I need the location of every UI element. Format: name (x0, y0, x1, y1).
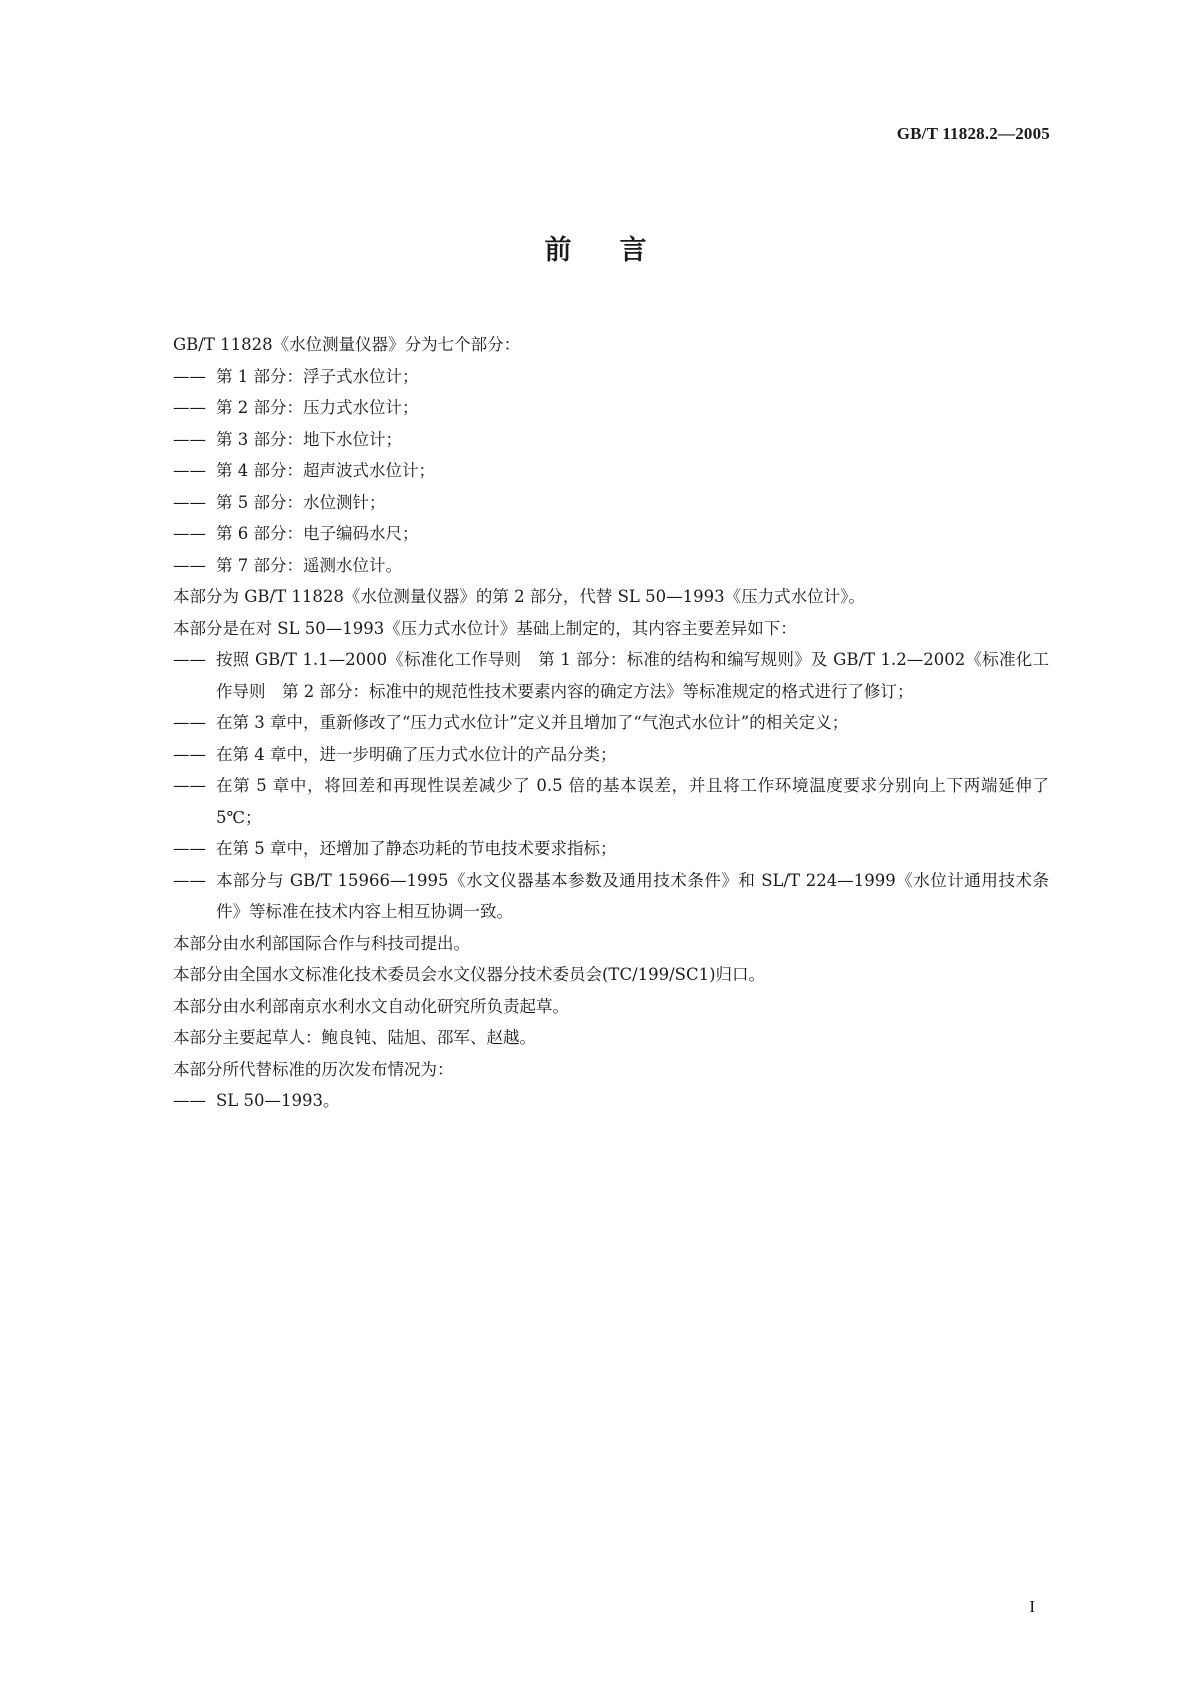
dash-marker: —— (173, 366, 206, 386)
dash-marker: —— (173, 492, 206, 512)
parts-list (173, 361, 1049, 582)
list-item: —— 第 5 部分：水位测针； (173, 487, 1049, 519)
list-item: —— SL 50—1993。 (173, 1085, 1049, 1117)
page-title: 前言 (544, 235, 695, 266)
list-item: —— 在第 4 章中，进一步明确了压力式水位计的产品分类； (173, 739, 1049, 771)
dash-marker: —— (173, 429, 206, 449)
dash-marker: —— (173, 398, 206, 417)
dash-marker: —— (173, 870, 206, 890)
page-number: I (1029, 1597, 1035, 1616)
drafted-by: 本部分由水利部南京水利水文自动化研究所负责起草。 (173, 996, 569, 1016)
dash-marker: —— (173, 461, 206, 480)
list-item: —— 在第 5 章中，将回差和再现性误差减少了 0.5 倍的基本误差，并且将工作环境温度要求分别向上下两端延伸了 5℃； (173, 770, 1049, 833)
intro-paragraph: GB/T 11828《水位测量仪器》分为七个部分： (173, 335, 521, 354)
history-intro: 本部分所代替标准的历次发布情况为： (173, 1059, 454, 1079)
list-item: —— 第 1 部分：浮子式水位计； (173, 361, 1049, 393)
list-item: —— 在第 3 章中，重新修改了“压力式水位计”定义并且增加了“气泡式水位计”的相关定义； (173, 707, 1049, 739)
dash-marker: —— (173, 744, 206, 764)
list-item: —— 第 4 部分：超声波式水位计； (173, 455, 1049, 487)
replaces-statement: 本部分为 GB/T 11828《水位测量仪器》的第 2 部分，代替 SL 50—1993《压力式水位计》。 (173, 587, 865, 606)
list-item: —— 第 7 部分：遥测水位计。 (173, 550, 1049, 582)
list-item: —— 在第 5 章中，还增加了静态功耗的节电技术要求指标； (173, 833, 1049, 865)
list-item: —— 本部分与 GB/T 15966—1995《水文仪器基本参数及通用技术条件》和 SL/T 224—1999《水位计通用技术条件》等标准在技术内容上相互协调一致。 (173, 865, 1049, 928)
list-item: —— 第 2 部分：压力式水位计； (173, 392, 1049, 424)
list-item: —— 第 6 部分：电子编码水尺； (173, 518, 1049, 550)
document-code: GB/T 11828.2—2005 (896, 124, 1050, 143)
differences-list (173, 644, 1049, 928)
centralized-by: 本部分由全国水文标准化技术委员会水文仪器分技术委员会(TC/199/SC1)归口。 (173, 965, 766, 984)
foreword-body (173, 329, 1049, 1117)
dash-marker: —— (173, 1091, 206, 1110)
history-list (173, 1085, 1049, 1117)
differences-intro: 本部分是在对 SL 50—1993《压力式水位计》基础上制定的，其内容主要差异如下： (173, 618, 797, 638)
drafters: 本部分主要起草人：鲍良钝、陆旭、邵军、赵越。 (173, 1028, 536, 1047)
dash-marker: —— (173, 839, 206, 858)
dash-marker: —— (173, 713, 206, 732)
dash-marker: —— (173, 776, 206, 795)
dash-marker: —— (173, 555, 206, 575)
list-item: —— 第 3 部分：地下水位计； (173, 424, 1049, 456)
dash-marker: —— (173, 524, 206, 543)
dash-marker: —— (173, 650, 206, 669)
list-item: —— 按照 GB/T 1.1—2000《标准化工作导则 第 1 部分：标准的结构和编写规则》及 GB/T 1.2—2002《标准化工作导则 第 2 部分：标准中的规范性技术要素内容的确定方法》等标准规定的格式进行了修订； (173, 644, 1049, 707)
proposed-by: 本部分由水利部国际合作与科技司提出。 (173, 933, 470, 953)
